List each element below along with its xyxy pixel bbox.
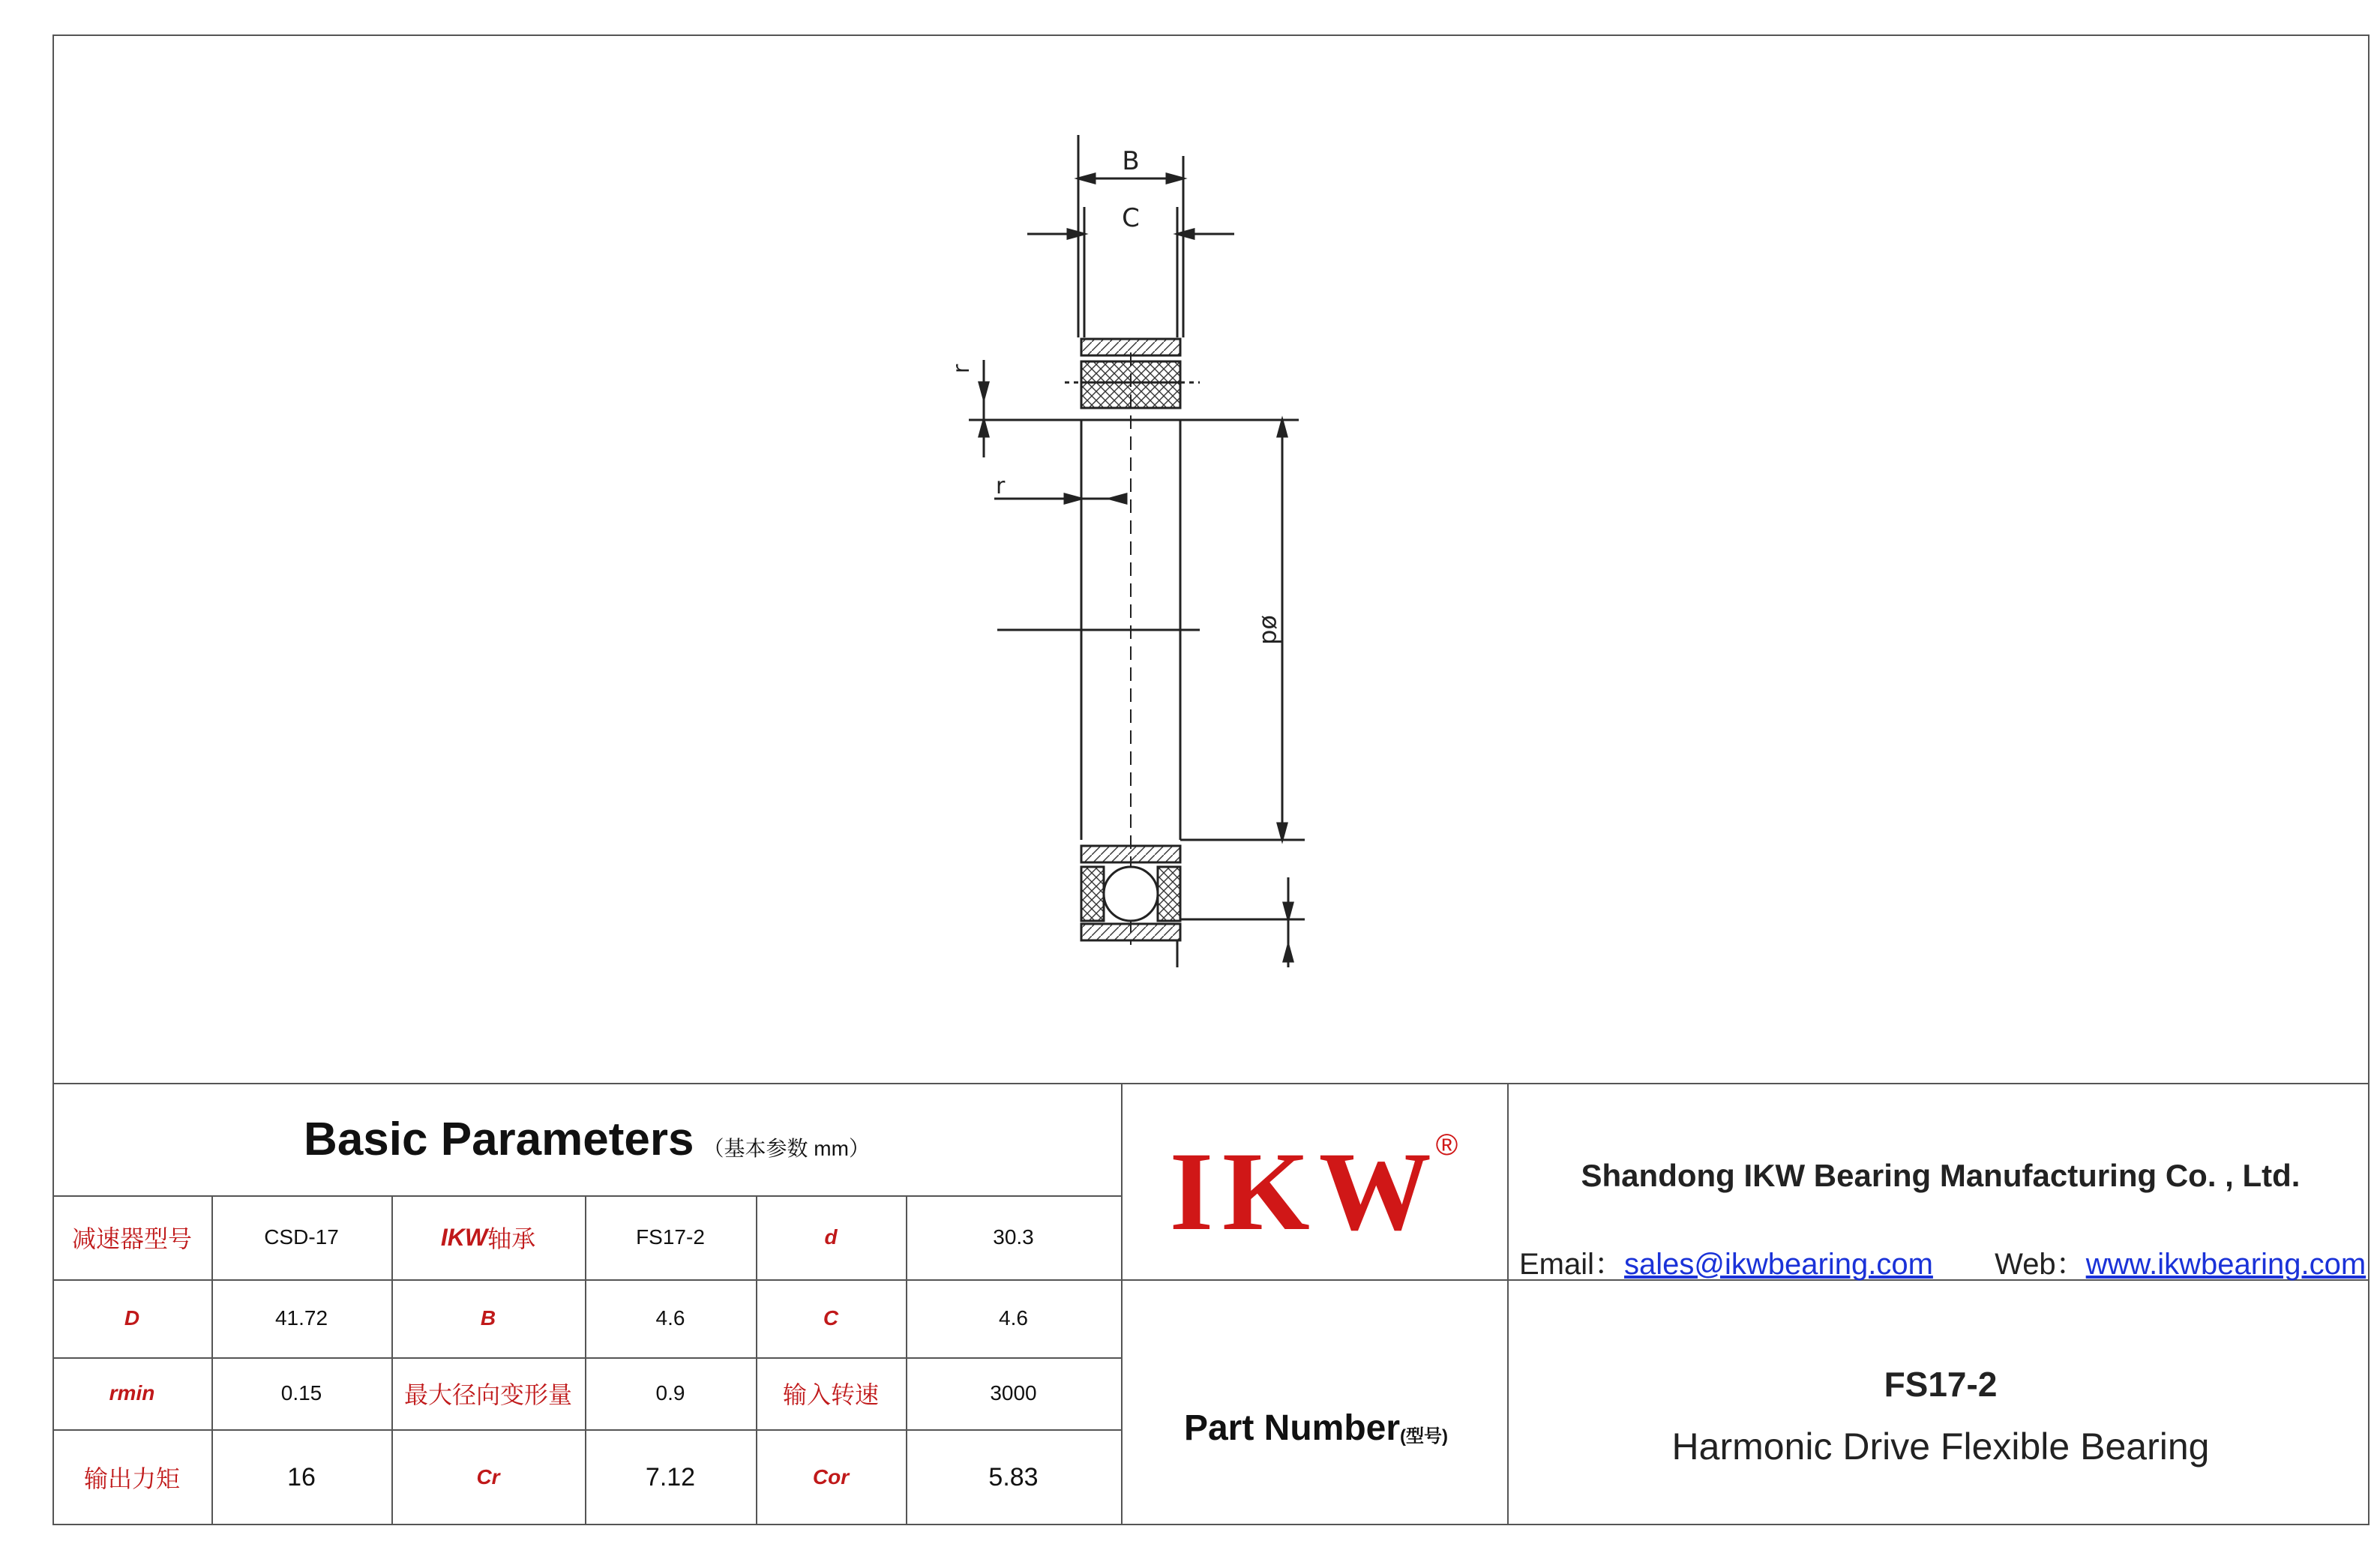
ikw-logo — [1125, 1098, 1507, 1285]
part-number-title: Part Number — [1183, 1408, 1401, 1448]
param-cell: 最大径向变形量 — [403, 1381, 572, 1408]
param-cell: rmin — [109, 1381, 155, 1405]
param-cell: 41.72 — [274, 1306, 328, 1330]
dim-label-r-side: r — [996, 473, 1006, 499]
web-label: Web： — [1995, 1248, 2086, 1281]
basic-parameters-header — [52, 1083, 1121, 1195]
param-cell: Cr — [476, 1465, 500, 1489]
part-description: Harmonic Drive Flexible Bearing — [1671, 1426, 2210, 1468]
param-cell: D — [124, 1306, 140, 1330]
email-link[interactable]: sales@ikwbearing.com — [1624, 1248, 1933, 1281]
param-cell: B — [480, 1306, 496, 1330]
param-cell: CSD-17 — [264, 1225, 339, 1249]
param-cell: 输出力矩 — [83, 1465, 180, 1492]
param-cell: 输入转速 — [782, 1381, 879, 1408]
param-cell: 16 — [287, 1462, 316, 1492]
param-brand: IKW — [440, 1223, 488, 1251]
param-cell: 3000 — [990, 1381, 1037, 1405]
bearing-cross-section-drawing — [885, 135, 1365, 975]
param-label: 轴承 — [487, 1225, 536, 1252]
param-cell: C — [823, 1306, 839, 1330]
param-cell — [391, 1195, 585, 1279]
param-cell: 减速器型号 — [71, 1225, 192, 1252]
param-cell: 4.6 — [999, 1306, 1028, 1330]
email-label: Email： — [1519, 1248, 1625, 1281]
part-number-cn: (型号) — [1400, 1426, 1449, 1447]
company-name: Shandong IKW Bearing Manufacturing Co. , Ltd. — [1581, 1158, 2301, 1193]
logo-text: IKW — [1169, 1129, 1440, 1254]
param-cell: 0.9 — [655, 1381, 685, 1405]
param-cell: 30.3 — [993, 1225, 1034, 1249]
registered-mark: ® — [1435, 1128, 1458, 1162]
param-cell: 7.12 — [645, 1462, 696, 1492]
dim-label-d: ød — [1257, 615, 1285, 645]
param-cell: 0.15 — [280, 1381, 322, 1405]
part-number-code: FS17-2 — [1884, 1365, 1998, 1404]
dim-label-B: B — [1122, 146, 1140, 176]
param-cell: 4.6 — [655, 1306, 685, 1330]
contact-line — [1519, 1240, 2366, 1283]
param-cell: FS17-2 — [636, 1225, 705, 1249]
dim-label-r-top: r — [949, 364, 975, 373]
param-cell: Cor — [812, 1465, 850, 1489]
part-number-label — [1125, 1330, 1507, 1525]
website-link[interactable]: www.ikwbearing.com — [2085, 1248, 2367, 1281]
param-cell: d — [824, 1225, 838, 1249]
dim-label-C: C — [1122, 203, 1140, 233]
title-block — [52, 1083, 2370, 1525]
basic-parameters-title: Basic Parameters — [304, 1113, 694, 1165]
param-cell: 5.83 — [988, 1462, 1039, 1492]
basic-parameters-subtitle: （基本参数 mm） — [703, 1137, 870, 1160]
